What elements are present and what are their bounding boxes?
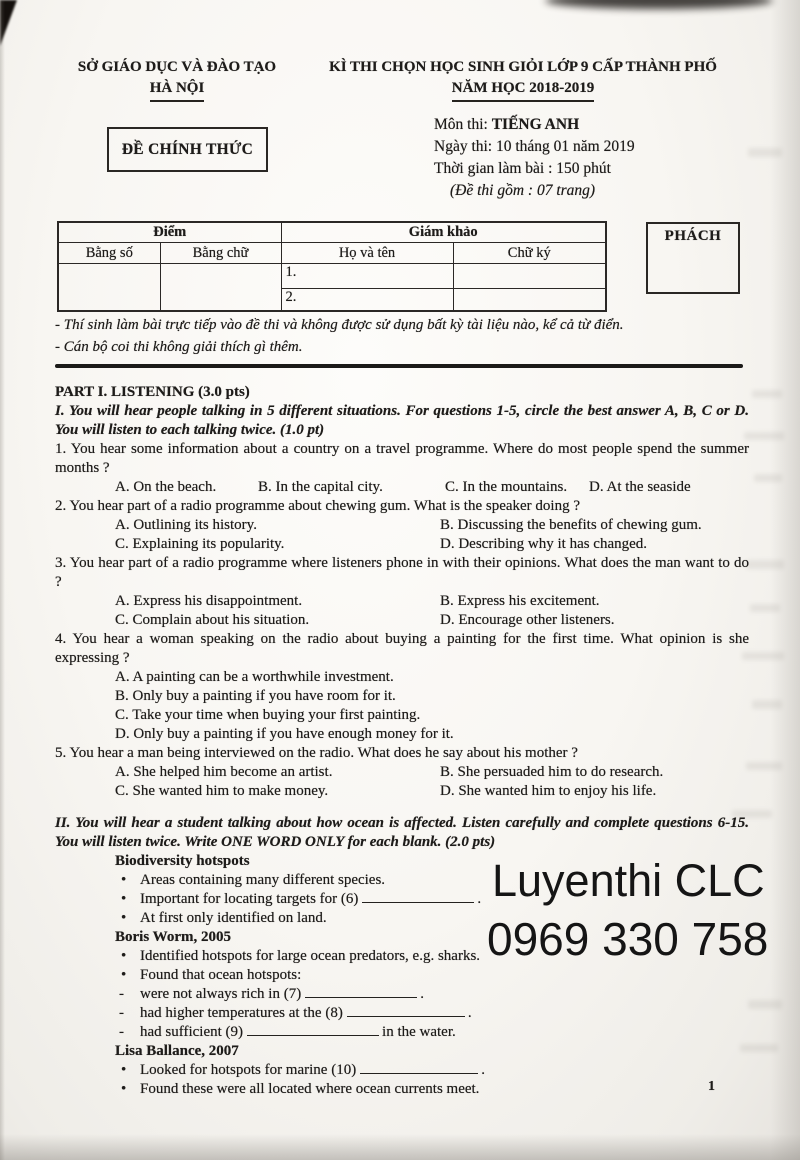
section-divider-rule (55, 364, 743, 368)
watermark-brand-text: Luyenthi CLC (492, 855, 765, 906)
option: B. Discussing the benefits of chewing gum. (440, 517, 702, 533)
signature-cell-2 (453, 289, 606, 312)
examiner-name-header: Họ và tên (281, 243, 453, 264)
option: A. Outlining its history. (115, 517, 257, 533)
score-header: Điểm (58, 222, 281, 243)
exam-body (55, 383, 749, 1099)
list-item: • Areas containing many different species. (121, 872, 386, 888)
pages-note: (Đề thi gồm : 07 trang) (450, 182, 596, 199)
watermark-phone-number: 0969 330 758 (487, 913, 769, 965)
bullet-marker: • (121, 1062, 127, 1078)
phach-code-box: PHÁCH (646, 222, 740, 294)
note-line: - Thí sinh làm bài trực tiếp vào đề thi và không được sử dụng bất kỳ tài liệu nào, kể cả từ điển. (55, 317, 624, 333)
bullet-marker: • (121, 872, 127, 888)
bullet-marker: • (121, 967, 127, 983)
scan-smudge-artifact (545, 0, 773, 9)
examiner-row-2: 2. (281, 289, 453, 312)
list-item: • Found that ocean hotspots: (121, 967, 302, 983)
option: B. She persuaded him to do research. (440, 764, 664, 780)
scan-right-shadow (770, 0, 800, 1160)
notes-heading-lisa-ballance: Lisa Ballance, 2007 (115, 1043, 239, 1059)
exam-title-block (298, 57, 748, 102)
bullet-marker: • (121, 891, 127, 907)
part1-title: PART I. LISTENING (3.0 pts) (55, 384, 250, 400)
score-numeric-header: Bằng số (58, 243, 160, 264)
examiner-signature-header: Chữ ký (453, 243, 606, 264)
grading-table (57, 221, 607, 312)
question-3: 3. You hear part of a radio programme where listeners phone in with their opinions. What does the man want to do ? (55, 555, 749, 590)
question-5: 5. You hear a man being interviewed on the radio. What does he say about his mother ? (55, 745, 578, 761)
scan-bottom-shadow (0, 1134, 800, 1160)
page-number: 1 (708, 1079, 715, 1094)
list-item: • Found these were all located where ocean currents meet. (121, 1081, 480, 1097)
notes-heading-boris-worm: Boris Worm, 2005 (115, 929, 231, 945)
examiner-header: Giám khảo (281, 222, 606, 243)
question-4: 4. You hear a woman speaking on the radio about buying a painting for the first time. What opinion is she expressing ? (55, 631, 749, 666)
dash-marker: - (119, 1005, 124, 1021)
duration-line: Thời gian làm bài : 150 phút (434, 160, 611, 177)
option: B. Only buy a painting if you have room for it. (115, 688, 396, 704)
list-item: • Important for locating targets for (6) . (121, 891, 482, 907)
option: D. At the seaside (589, 479, 691, 495)
exam-info-block (434, 114, 635, 202)
option: D. Only buy a painting if you have enough money for it. (115, 726, 454, 742)
question-3-options-row2 (55, 611, 749, 630)
org-name: SỞ GIÁO DỤC VÀ ĐÀO TẠO (77, 59, 277, 75)
question-2-options-row2 (55, 535, 749, 554)
issuing-org-block (58, 57, 296, 102)
answer-blank-10 (360, 1061, 478, 1074)
notes-heading-biodiversity: Biodiversity hotspots (115, 853, 250, 869)
option: C. In the mountains. (445, 479, 568, 495)
list-item: - had sufficient (9) in the water. (119, 1024, 456, 1040)
question-1: 1. You hear some information about a country on a travel programme. Where do most people spend the summer months ? (55, 441, 749, 476)
question-5-options-row2 (55, 782, 749, 801)
part1-section2-instruction: II. You will hear a student talking about how ocean is affected. Listen carefully and complete questions 6-15. You will listen twice. Write ONE WORD ONLY for each blank. (2.0 pts) (55, 815, 749, 850)
answer-blank-8 (347, 1004, 465, 1017)
list-item: • At first only identified on land. (121, 910, 327, 926)
answer-blank-9 (247, 1023, 379, 1036)
option: D. She wanted him to enjoy his life. (440, 783, 657, 799)
dash-marker: - (119, 986, 124, 1002)
question-2: 2. You hear part of a radio programme about chewing gum. What is the speaker doing ? (55, 498, 580, 514)
option: B. In the capital city. (258, 479, 383, 495)
date-line: Ngày thi: 10 tháng 01 năm 2019 (434, 138, 635, 155)
question-1-options (55, 478, 749, 497)
option: C. Complain about his situation. (115, 612, 310, 628)
subject-line: Môn thi: TIẾNG ANH (434, 116, 580, 133)
exam-title-line2: NĂM HỌC 2018-2019 (298, 78, 748, 102)
list-item: - had higher temperatures at the (8) . (119, 1005, 472, 1021)
examiner-row-1: 1. (281, 264, 453, 289)
option: C. Explaining its popularity. (115, 536, 285, 552)
bullet-marker: • (121, 948, 127, 964)
option: B. Express his excitement. (440, 593, 600, 609)
option: C. She wanted him to make money. (115, 783, 329, 799)
note-line: - Cán bộ coi thi không giải thích gì thêm. (55, 339, 303, 355)
list-item: • Looked for hotspots for marine (10) . (121, 1062, 485, 1078)
part1-section1-instruction: I. You will hear people talking in 5 different situations. For questions 1-5, circle the best answer A, B, C or D. You will listen to each talking twice. (1.0 pt) (55, 403, 749, 438)
signature-cell-1 (453, 264, 606, 289)
answer-blank-6 (362, 890, 474, 903)
exam-title-line1: KÌ THI CHỌN HỌC SINH GIỎI LỚP 9 CẤP THÀNH PHỐ (329, 59, 717, 75)
score-words-header: Bằng chữ (160, 243, 281, 264)
scan-left-shadow (0, 0, 5, 1160)
option: D. Encourage other listeners. (440, 612, 615, 628)
question-3-options-row1 (55, 592, 749, 611)
exam-rules-notes (55, 314, 745, 358)
answer-blank-7 (305, 985, 417, 998)
dash-marker: - (119, 1024, 124, 1040)
score-numeric-cell (58, 264, 160, 312)
bullet-marker: • (121, 910, 127, 926)
official-exam-stamp-box: ĐỀ CHÍNH THỨC (107, 127, 268, 172)
question-2-options-row1 (55, 516, 749, 535)
option: C. Take your time when buying your first painting. (115, 707, 421, 723)
score-words-cell (160, 264, 281, 312)
option: A. On the beach. (115, 479, 217, 495)
option: A. Express his disappointment. (115, 593, 303, 609)
list-item: • Identified hotspots for large ocean predators, e.g. sharks. (121, 948, 481, 964)
option: D. Describing why it has changed. (440, 536, 648, 552)
option: A. A painting can be a worthwhile investment. (115, 669, 394, 685)
question-5-options-row1 (55, 763, 749, 782)
org-city: HÀ NỘI (58, 78, 296, 102)
list-item: - were not always rich in (7) . (119, 986, 424, 1002)
bullet-marker: • (121, 1081, 127, 1097)
option: A. She helped him become an artist. (115, 764, 333, 780)
